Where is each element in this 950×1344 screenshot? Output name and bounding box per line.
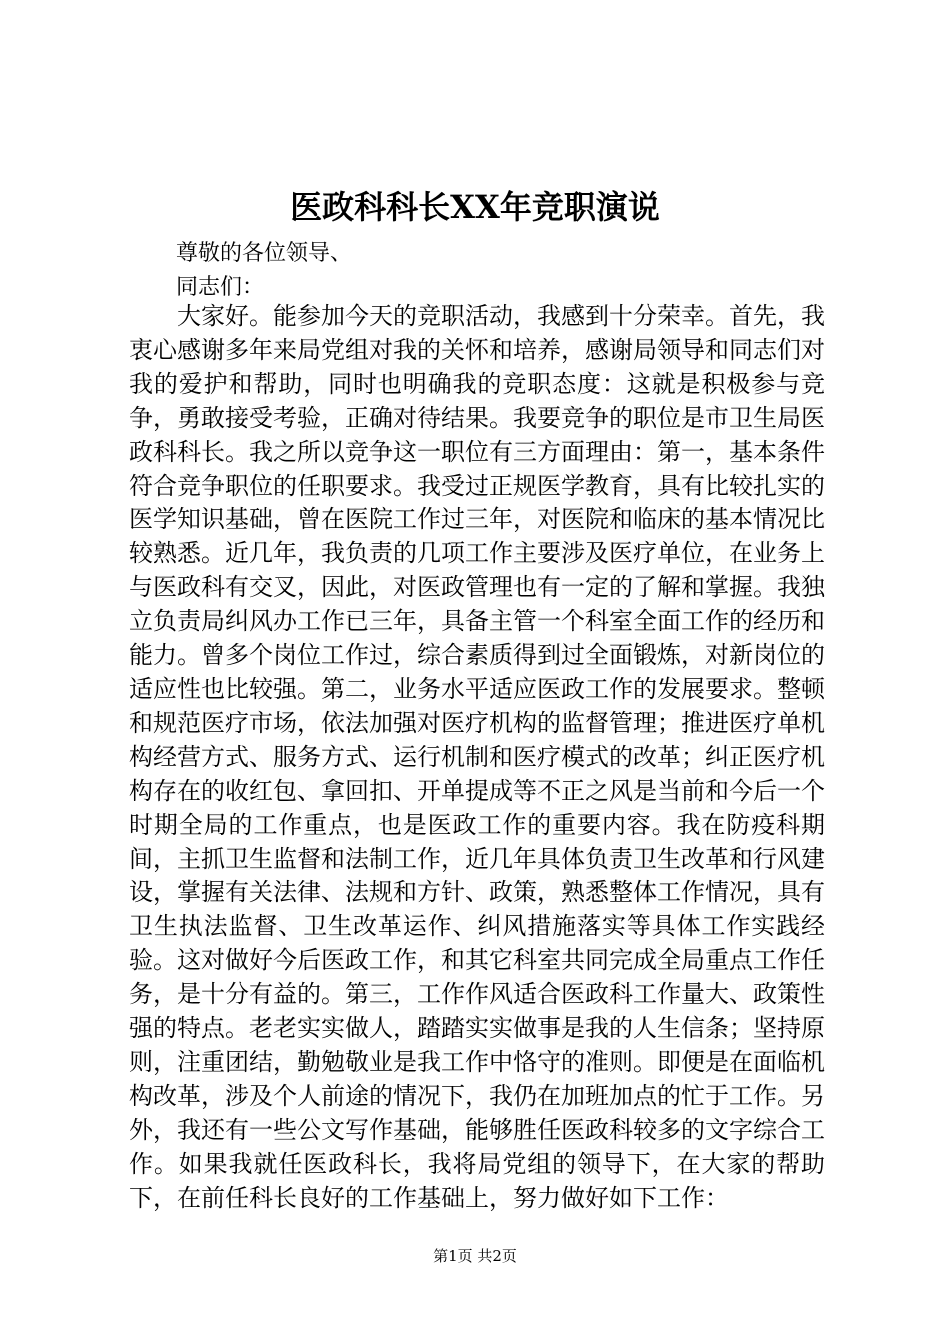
- salutation-line-2: 同志们：: [176, 275, 265, 300]
- body-paragraph: 大家好。能参加今天的竞职活动，我感到十分荣幸。首先，我衷心感谢多年来局党组对我的关怀和培养，感谢局领导和同志们对我的爱护和帮助，同时也明确我的竞职态度：这就是积极参与竞争，勇敢接受考验，正确对待结果。我要竞争的职位是市卫生局医政科科长。我之所以竞争这一职位有三方面理由：第一，基本条件符合竞争职位的任职要求。我受过正规医学教育，具有比较扎实的医学知识基础，曾在医院工作过三年，对医院和临床的基本情况比较熟悉。近几年，我负责的几项工作主要涉及医疗单位，在业务上与医政科有交叉，因此，对医政管理也有一定的了解和掌握。我独立负责局纠风办工作已三年，具备主管一个科室全面工作的经历和能力。曾多个岗位工作过，综合素质得到过全面锻炼，对新岗位的适应性也比较强。第二，业务水平适应医政工作的发展要求。整顿和规范医疗市场，依法加强对医疗机构的监督管理；推进医疗单机构经营方式、服务方式、运行机制和医疗模式的改革；纠正医疗机构存在的收红包、拿回扣、开单提成等不正之风是当前和今后一个时期全局的工作重点，也是医政工作的重要内容。我在防疫科期间，主抓卫生监督和法制工作，近几年具体负责卫生改革和行风建设，掌握有关法律、法规和方针、政策，熟悉整体工作情况，具有卫生执法监督、卫生改革运作、纠风措施落实等具体工作实践经验。这对做好今后医政工作，和其它科室共同完成全局重点工作任务，是十分有益的。第三，工作作风适合医政科工作量大、政策性强的特点。老老实实做人，踏踏实实做事是我的人生信条；坚持原则，注重团结，勤勉敬业是我工作中恪守的准则。即便是在面临机构改革，涉及个人前途的情况下，我仍在加班加点的忙于工作。另外，我还有一些公文写作基础，能够胜任医政科较多的文字综合工作。如果我就任医政科长，我将局党组的领导下，在大家的帮助下，在前任科长良好的工作基础上，努力做好如下工作：: [129, 302, 825, 1212]
- document-title: 医政科科长XX年竞职演说: [290, 188, 660, 226]
- salutation-line-1: 尊敬的各位领导、: [176, 241, 353, 266]
- page-indicator: 第1页 共2页: [433, 1247, 517, 1265]
